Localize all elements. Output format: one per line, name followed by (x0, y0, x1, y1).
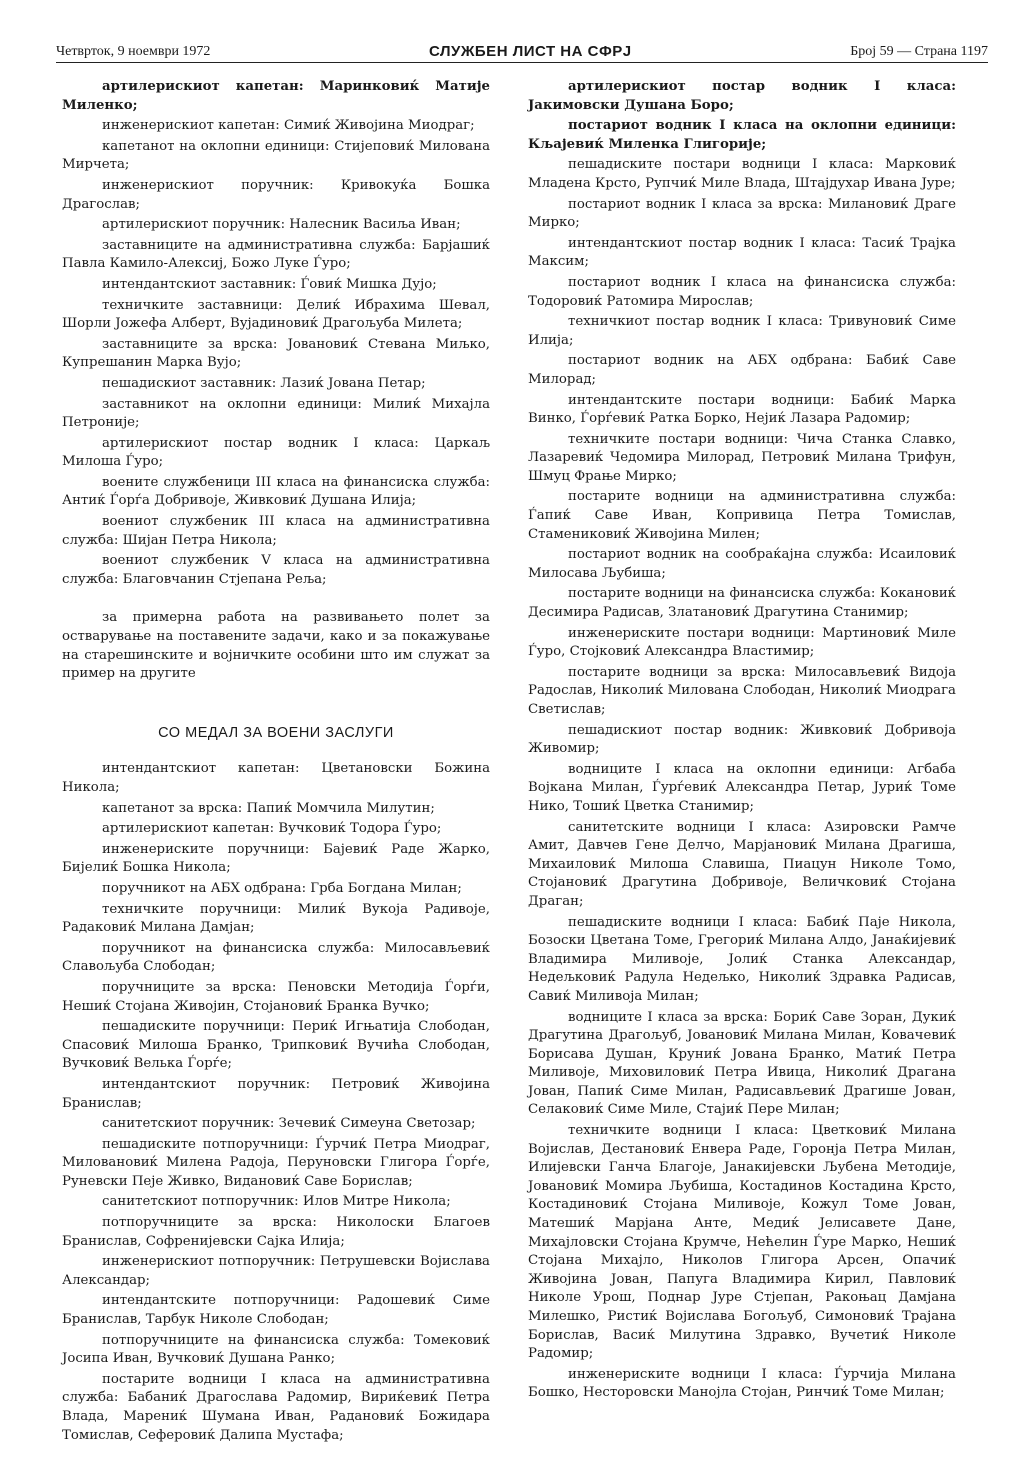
award-entry: интендантските постари водници: Бабиќ Марка Винко, Ѓорѓевиќ Ратка Борко, Нејиќ Лазара Радомир; (528, 392, 956, 427)
award-entry: потпоручниците на финансиска служба: Томековиќ Јосипа Иван, Вучковиќ Душана Ранко; (62, 1332, 490, 1367)
award-entry: постариот водник на сообраќајна служба: Исаиловиќ Милосава Љубиша; (528, 547, 956, 581)
award-entry: техничките постари водници: Чича Станка Славко, Лазаревиќ Чедомира Милорад, Петровиќ Милана Трифун, Шмуц Фрање Мирко; (528, 431, 956, 484)
award-entry: инженериските водници I класа: Ѓурчија Милана Бошко, Несторовски Манојла Стојан, Ринчиќ Томе Милан; (528, 1366, 956, 1401)
award-entry: постариот водник на АБХ одбрана: Бабиќ Саве Милорад; (528, 353, 956, 387)
award-entry: артилерискиот капетан: Вучковиќ Тодора Ѓуро; (102, 821, 442, 837)
award-entry: интендантските потпоручници: Радошевиќ Симе Бранислав, Тарбук Николе Слободан; (62, 1293, 490, 1328)
award-entry: капетанот за врска: Папиќ Момчила Милутин; (102, 800, 435, 816)
award-entry: потпоручниците за врска: Николоски Благоев Бранислав, Софрениjевски Сајка Илија; (62, 1215, 490, 1249)
award-entry: поручниците за врска: Пеновски Методија Ѓорѓи, Нешиќ Стојана Живојин, Стојановиќ Бранка Вучко; (62, 979, 490, 1014)
award-entry: постарите водници за врска: Милосављевиќ Видоја Радослав, Николиќ Милована Слободан, Николиќ Миодрага Светислав; (528, 664, 956, 717)
header-date: Четврток, 9 ноември 1972 (56, 44, 211, 59)
award-entry: пешадиските водници I класа: Бабиќ Пајe Никола, Бозоски Цветана Томе, Грегориќ Милана Алдо, Јанаќијевиќ Владимира Миливоје, Јолиќ Станка Александар, Недељковиќ Радула Недељко, Николиќ Здравка Радисав, Савиќ Миливоја Милан; (528, 914, 956, 1004)
header-issue-page: Број 59 — Страна 1197 (850, 44, 988, 59)
award-entry: воениот службеник V класа на административна служба: Благовчанин Стјепана Рељa; (62, 553, 490, 587)
award-entry: заставниците на административна служба: Барјашиќ Павла Камило-Алексиј, Божо Луке Ѓуро; (62, 237, 490, 272)
award-entry: интендантскиот капетан: Цветановски Божина Никола; (62, 761, 490, 795)
award-entry: заставниците за врска: Јовановиќ Стевана Миљко, Купрешанин Марка Вујо; (62, 336, 490, 371)
award-entry: постарите водници I класа на административна служба: Бабаниќ Драгослава Радомир, Вириќевиќ Петра Влада, Марениќ Шумана Иван, Радановиќ Божидара Томислав, Сеферовиќ Далипа Мустафа; (62, 1371, 490, 1443)
award-entry: артилерискиот поручник: Налесник Васиља Иван; (102, 217, 461, 233)
award-entry: интендантскиот заставник: Ѓовиќ Мишка Дујо; (102, 276, 437, 292)
award-entry: инженериските поручници: Бајевиќ Раде Жарко, Бијелиќ Бошка Никола; (62, 841, 490, 876)
page-header (56, 38, 988, 60)
header-rule (56, 62, 988, 63)
award-entry: техничкиот постар водник I класа: Тривуновиќ Симе Илија; (528, 314, 956, 348)
award-entry: инженерискиот капетан: Симиќ Живојина Миодраг; (102, 118, 475, 134)
award-entry: санитетските водници I класа: Азировски Рамче Амит, Давчев Гене Делчо, Марјановиќ Милана Драгиша, Михаиловиќ Милоша Славиша, Пиацун Николе Томо, Стојановиќ Драгутина Добривоје, Величковиќ Стојана Драган; (528, 819, 956, 909)
award-entry: инженерискиот потпоручник: Петрушевски Војислава Александар; (62, 1254, 490, 1288)
award-entry: постариот водник I класа за врска: Милановиќ Драге Мирко; (528, 196, 956, 231)
header-publication-title: СЛУЖБЕН ЛИСТ НА СФРЈ (429, 43, 632, 60)
motive-paragraph: за примерна работа на развивањето полет за остварување на поставените задачи, како и за покажување на старешинските и војничките особини што им служат за пример на другите (62, 610, 490, 682)
award-entry: пешадискиот заставник: Лазиќ Јована Петар; (102, 375, 426, 391)
award-entry: заставникот на оклопни единици: Милиќ Михајла Петроније; (62, 396, 490, 431)
award-entry: техничките водници I класа: Цветковиќ Милана Војислав, Дестановиќ Енвера Раде, Горонја Петра Милан, Илијевски Ганча Благоје, Јанакијевски Љубена Методије, Јовановиќ Момира Љубиша, Костадинов Костадина Крсто, Костадиновиќ Стојана Миливоје, Кожул Томе Јован, Матешиќ Марјана Анте, Медиќ Јелисавете Дане, Михајловски Стојана Крумче, Нећелин Ѓуре Марко, Нешиќ Стојана Михајло, Николов Глигора Арсен, Опачиќ Живојина Јован, Папуга Владимира Кирил, Павловиќ Николе Урош, Поднар Јуре Стјепан, Ракоњац Дамјана Милешко, Ристиќ Војислава Богољуб, Симоновиќ Трајана Борислав, Васиќ Милутина Здравко, Вучетиќ Николе Радомир; (528, 1123, 956, 1362)
award-entry: капетанот на оклопни единици: Стијеповиќ Милована Мирчета; (62, 138, 490, 173)
award-entry: воениот службеник III класа на административна служба: Шијан Петра Никола; (62, 514, 490, 548)
award-entry: инженериските постари водници: Мартиновиќ Миле Ѓуро, Стојковиќ Александра Властимир; (528, 625, 956, 660)
award-entry: артилерискиот капетан: Маринковиќ Матије Миленко; (62, 79, 490, 113)
award-entry: техничките заставници: Делиќ Ибрахима Шевал, Шорли Јожефа Алберт, Вујадиновиќ Драгољуба Милета; (62, 297, 490, 332)
left-column (62, 78, 490, 1447)
award-entry: постариот водник I класа на оклопни единици: Кљајевиќ Миленка Глигорије; (528, 118, 956, 152)
award-entry: водниците I класа на оклопни единици: Агбаба Војкана Милан, Ѓурѓевиќ Александра Петар, Јуриќ Томе Нико, Тошиќ Цветка Станимир; (528, 761, 956, 814)
award-entry: пешадискиот постар водник: Живковиќ Добривоја Живомир; (528, 722, 956, 757)
award-entry: пешадиските постари водници I класа: Марковиќ Младена Крсто, Рупчиќ Миле Влада, Штајдухар Ивана Јуре; (528, 157, 956, 191)
award-entry: постарите водници на финансиска служба: Кокановиќ Десимира Радисав, Златановиќ Драгутина Станимир; (528, 586, 956, 621)
award-entry: постарите водници на административна служба: Ѓапиќ Саве Иван, Копривица Петра Томислав, Стамениковиќ Живојина Милен; (528, 489, 956, 542)
right-column (528, 78, 956, 1405)
award-entry: техничките поручници: Милиќ Вукоја Радивоје, Радаковиќ Милана Дамјан; (62, 901, 490, 936)
award-entry: водниците I класа за врска: Бориќ Саве Зоран, Дукиќ Драгутина Драгољуб, Јовановиќ Милана Милан, Ковачевиќ Борисава Душан, Круниќ Јована Бранко, Матиќ Петра Миливоје, Миховиловиќ Петра Ивица, Николиќ Драгана Јован, Папиќ Симе Милан, Радисављевиќ Драгише Јован, Селаковиќ Симе Миле, Стајиќ Пере Милан; (528, 1009, 956, 1118)
award-entry: пешадиските потпоручници: Ѓурчиќ Петра Миодраг, Миловановиќ Милена Радоја, Перуновски Глигора Ѓорѓе, Руневски Пеје Живко, Видановиќ Саве Борислав; (62, 1136, 490, 1189)
section-heading: СО МЕДАЛ ЗА ВОЕНИ ЗАСЛУГИ (158, 724, 394, 741)
left-list-a (62, 78, 490, 589)
award-entry: поручникот на АБХ одбрана: Грба Богдана Милан; (102, 880, 462, 896)
award-entry: санитетскиот поручник: Зечевиќ Симеуна Светозар; (102, 1116, 476, 1132)
left-list-b (62, 760, 490, 1445)
award-entry: постариот водник I класа на финансиска служба: Тодоровиќ Ратомира Мирослав; (528, 274, 956, 309)
right-list (528, 78, 956, 1403)
award-entry: поручникот на финансиска служба: Милосављевиќ Славољуба Слободан; (62, 940, 490, 975)
award-entry: интендантскиот постар водник I класа: Тасиќ Трајка Максим; (528, 235, 956, 270)
award-entry: артилерискиот постар водник I класа: Јакимовски Душана Боро; (528, 79, 956, 113)
award-entry: пешадиските поручници: Периќ Игњатија Слободан, Спасовиќ Милоша Бранко, Трипковиќ Вучића Слободан, Вучковиќ Велька Ѓорѓе; (62, 1019, 490, 1072)
award-entry: санитетскиот потпоручник: Илов Митре Никола; (102, 1194, 451, 1210)
award-entry: артилерискиот постар водник I класа: Царкаљ Милоша Ѓуро; (62, 435, 490, 470)
award-entry: воените службеници III класа на финансиска служба: Антиќ Ѓорѓа Добривоје, Живковиќ Душана Илија; (62, 474, 490, 509)
award-entry: инженерискиот поручник: Кривокуќа Бошка Драгослав; (62, 177, 490, 212)
award-entry: интендантскиот поручник: Петровиќ Живојина Бранислав; (62, 1076, 490, 1111)
